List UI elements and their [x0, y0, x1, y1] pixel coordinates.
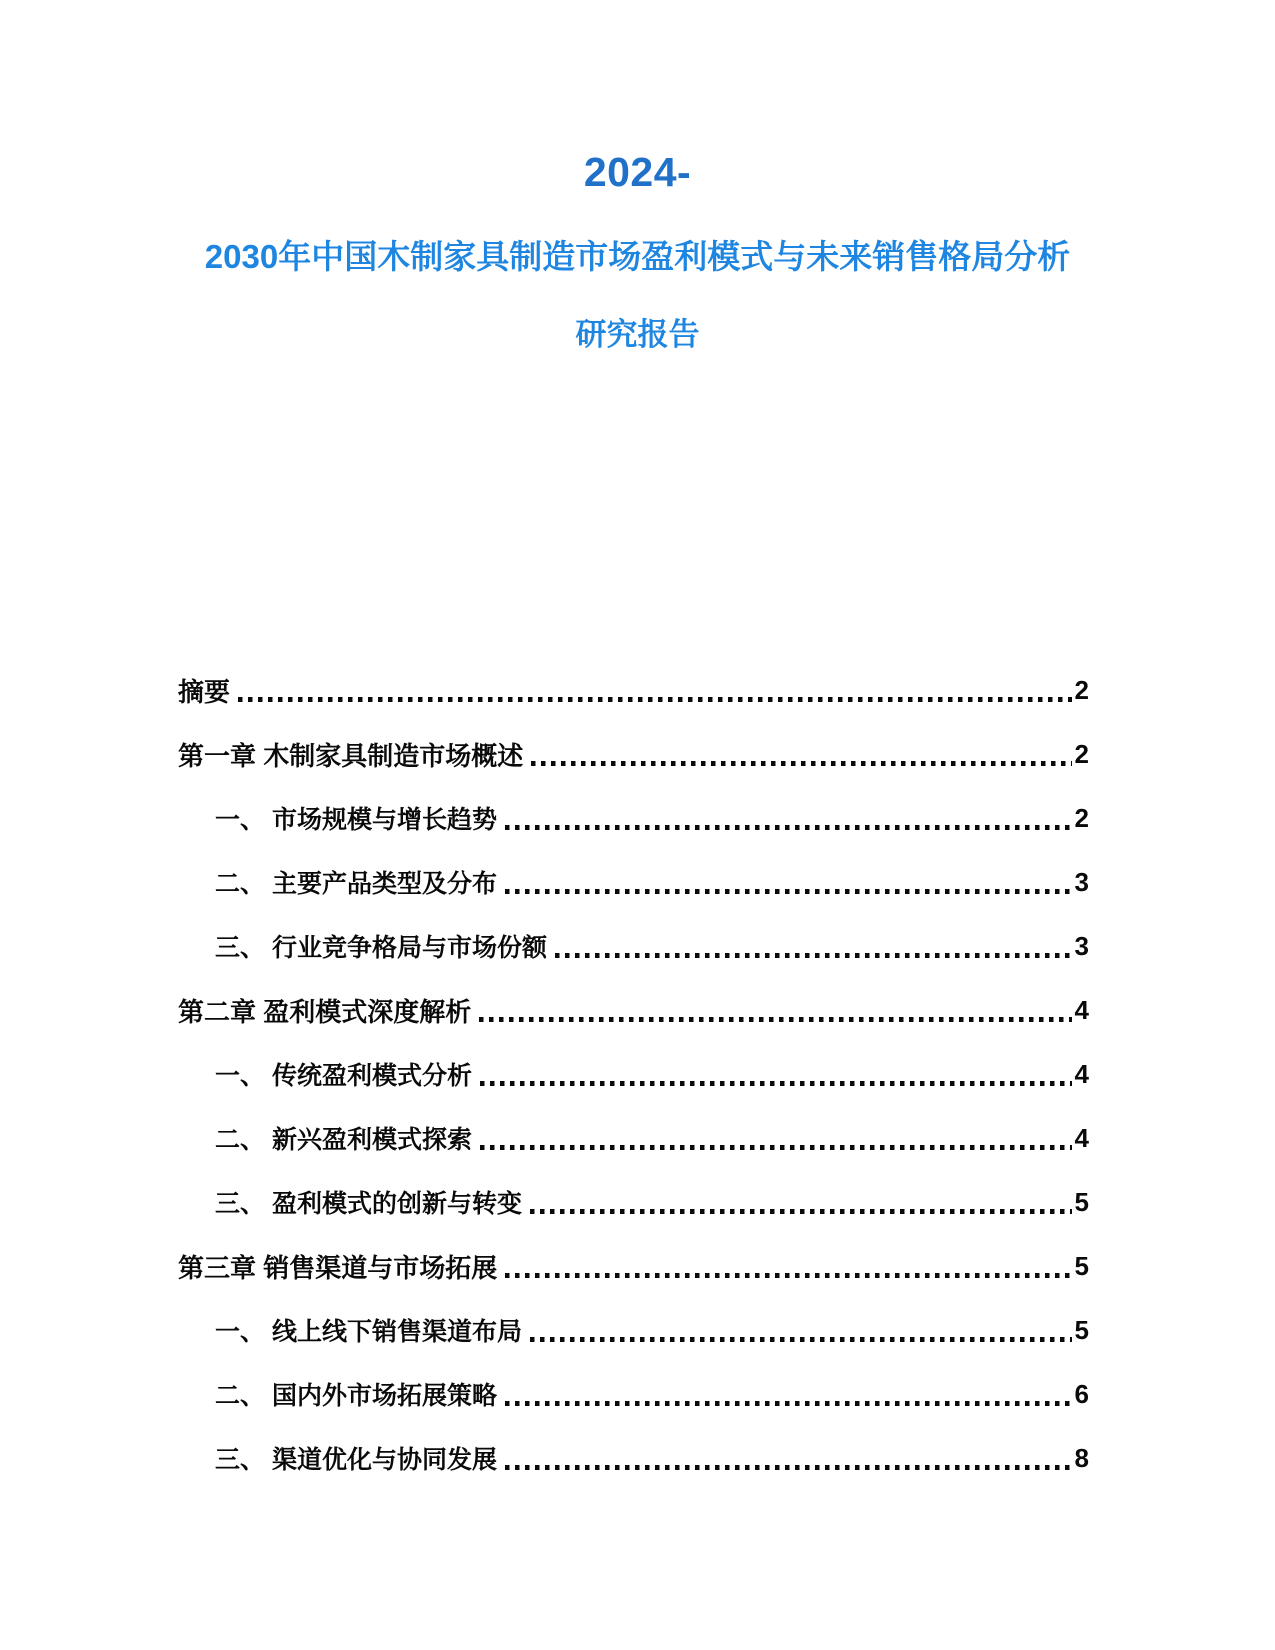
toc-page-number: 4 [1074, 1058, 1089, 1089]
toc-entry-marker: 一、 [215, 1318, 266, 1346]
toc-page-number: 4 [1074, 1122, 1089, 1153]
toc-entry-label: 第二章 盈利模式深度解析 [178, 996, 472, 1027]
toc-entry-marker: 二、 [215, 1126, 266, 1154]
toc-leader-dots [479, 1017, 1071, 1022]
toc-entry-label: 线上线下销售渠道布局 [272, 1318, 523, 1346]
toc-entry-label: 主要产品类型及分布 [272, 870, 498, 898]
toc-page-number: 2 [1074, 674, 1089, 705]
toc-entry-label: 盈利模式的创新与转变 [272, 1190, 523, 1218]
toc-entry[interactable] [178, 914, 1089, 978]
toc-leader-dots [505, 1465, 1072, 1470]
toc-page-number: 2 [1074, 802, 1089, 833]
toc-entry-label: 第三章 销售渠道与市场拓展 [178, 1252, 498, 1283]
toc-entry-label: 第一章 木制家具制造市场概述 [178, 740, 524, 771]
toc-page-number: 5 [1074, 1314, 1089, 1345]
toc-entry-label: 摘要 [178, 676, 231, 707]
toc-leader-dots [530, 1337, 1072, 1342]
toc-entry-label: 渠道优化与协同发展 [272, 1446, 498, 1474]
table-of-contents [0, 658, 1275, 1490]
toc-entry[interactable] [178, 658, 1089, 722]
toc-page-number: 5 [1074, 1250, 1089, 1281]
toc-entry-label: 国内外市场拓展策略 [272, 1382, 498, 1410]
toc-page-number: 4 [1074, 994, 1089, 1025]
toc-page-number: 2 [1074, 738, 1089, 769]
toc-entry[interactable] [178, 722, 1089, 786]
toc-page-number: 3 [1074, 930, 1089, 961]
toc-leader-dots [480, 1081, 1072, 1086]
toc-leader-dots [505, 1401, 1072, 1406]
toc-entry-label: 传统盈利模式分析 [272, 1062, 473, 1090]
toc-entry[interactable] [178, 978, 1089, 1042]
toc-entry-label: 行业竞争格局与市场份额 [272, 934, 548, 962]
toc-leader-dots [238, 697, 1072, 702]
report-title-year-range: 2024- [583, 149, 692, 195]
toc-entry-marker: 一、 [215, 806, 266, 834]
toc-page-number: 6 [1074, 1378, 1089, 1409]
toc-entry[interactable] [178, 850, 1089, 914]
toc-entry-marker: 一、 [215, 1062, 266, 1090]
toc-leader-dots [480, 1145, 1072, 1150]
toc-page-number: 5 [1074, 1186, 1089, 1217]
toc-entry[interactable] [178, 1234, 1089, 1298]
toc-leader-dots [555, 953, 1072, 958]
toc-entry[interactable] [178, 1106, 1089, 1170]
toc-leader-dots [505, 825, 1072, 830]
toc-entry-marker: 三、 [215, 1446, 266, 1474]
toc-entry[interactable] [178, 1298, 1089, 1362]
toc-leader-dots [505, 889, 1072, 894]
toc-entry-marker: 三、 [215, 1190, 266, 1218]
toc-leader-dots [505, 1273, 1071, 1278]
toc-page-number: 8 [1074, 1442, 1089, 1473]
toc-entry[interactable] [178, 1426, 1089, 1490]
report-title-subtitle: 研究报告 [575, 317, 700, 352]
toc-leader-dots [530, 1209, 1072, 1214]
toc-entry-marker: 二、 [215, 1382, 266, 1410]
toc-entry-marker: 三、 [215, 934, 266, 962]
toc-entry[interactable] [178, 1170, 1089, 1234]
toc-entry[interactable] [178, 786, 1089, 850]
toc-leader-dots [531, 761, 1071, 766]
toc-page-number: 3 [1074, 866, 1089, 897]
toc-entry-label: 新兴盈利模式探索 [272, 1126, 473, 1154]
report-title-main: 2030年中国木制家具制造市场盈利模式与未来销售格局分析 [204, 238, 1071, 275]
toc-entry[interactable] [178, 1362, 1089, 1426]
report-title [0, 0, 1275, 350]
toc-entry[interactable] [178, 1042, 1089, 1106]
toc-entry-label: 市场规模与增长趋势 [272, 806, 498, 834]
toc-entry-marker: 二、 [215, 870, 266, 898]
